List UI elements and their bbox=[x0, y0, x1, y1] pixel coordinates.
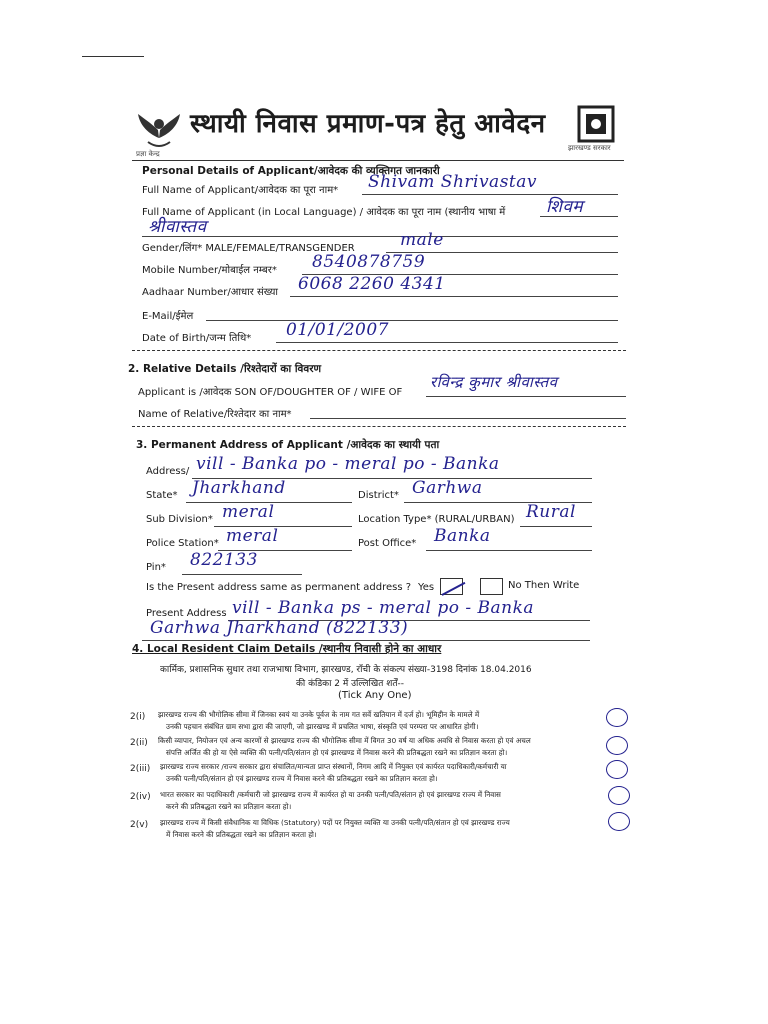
state-label: State* bbox=[146, 490, 178, 501]
full-name-value: Shivam Shrivastav bbox=[368, 172, 537, 192]
jharkhand-govt-logo-icon bbox=[576, 104, 616, 144]
address-value: vill - Banka po - meral po - Banka bbox=[196, 454, 500, 474]
option-circle-1[interactable] bbox=[606, 708, 628, 727]
pin-line bbox=[182, 574, 302, 575]
no-label: No Then Write bbox=[508, 580, 580, 591]
personal-details-heading: Personal Details of Applicant/आवेदक की व्यक्तिगत जानकारी bbox=[142, 165, 440, 177]
police-station-label: Police Station* bbox=[146, 538, 219, 549]
state-value: Jharkhand bbox=[192, 478, 286, 498]
subdivision-label: Sub Division* bbox=[146, 514, 213, 525]
option-circle-2[interactable] bbox=[606, 736, 628, 755]
present-address-label: Present Address bbox=[146, 608, 227, 619]
post-office-label: Post Office* bbox=[358, 538, 417, 549]
claim-item-number: 2(v) bbox=[130, 820, 149, 830]
claim-item-line: उनकी पत्नी/पति/संतान हो एवं झारखण्ड राज्य में निवास करने की प्रतिबद्धता रखने का प्रतिज्ञान करता हो। bbox=[166, 774, 438, 783]
claim-item-line: झारखण्ड राज्य की भौगोलिक सीमा में जिनका स्वयं या उनके पूर्वज के नाम गत सर्वे खतियान में दर्ज हो। भूमिहीन के मामले में bbox=[158, 710, 480, 719]
gender-label: Gender/लिंग* MALE/FEMALE/TRANSGENDER bbox=[142, 243, 355, 254]
claim-item-line: झारखण्ड राज्य में किसी संवैधानिक या विधिक (Statutory) पदों पर नियुक्त व्यक्ति या उनकी पत्नी/पति/संतान हो एवं झारखण्ड राज्य bbox=[160, 818, 510, 827]
claim-item-number: 2(iii) bbox=[130, 764, 151, 774]
emblem-caption: प्रज्ञा केन्द्र bbox=[136, 150, 160, 158]
relative-name-label: Name of Relative/रिश्तेदार का नाम* bbox=[138, 409, 292, 420]
relative-name-line bbox=[310, 418, 626, 419]
claim-item-number: 2(ii) bbox=[130, 738, 148, 748]
post-office-line bbox=[426, 550, 592, 551]
subdivision-value: meral bbox=[222, 502, 275, 522]
section-divider bbox=[132, 350, 626, 351]
top-rule bbox=[82, 56, 144, 57]
pragya-kendra-emblem-icon bbox=[134, 106, 184, 152]
local-name-line-2 bbox=[142, 236, 618, 237]
local-name-label: Full Name of Applicant (in Local Language) / आवेदक का पूरा नाम (स्थानीय भाषा में bbox=[142, 207, 506, 218]
title-rule bbox=[132, 160, 624, 161]
email-label: E-Mail/ईमेल bbox=[142, 311, 194, 322]
option-circle-5[interactable] bbox=[608, 812, 630, 831]
present-address-value-2: Garhwa Jharkhand (822133) bbox=[150, 618, 409, 638]
aadhaar-value: 6068 2260 4341 bbox=[298, 274, 446, 294]
aadhaar-label: Aadhaar Number/आधार संख्या bbox=[142, 287, 278, 298]
claim-heading: 4. Local Resident Claim Details /स्थानीय निवासी होने का आधार bbox=[132, 643, 442, 655]
address-label: Address/ bbox=[146, 466, 190, 477]
local-name-value-2: श्रीवास्तव bbox=[148, 217, 207, 237]
claim-item-line: में निवास करने की प्रतिबद्धता रखने का प्रतिज्ञान करता हो। bbox=[166, 830, 317, 839]
police-station-value: meral bbox=[226, 526, 279, 546]
claim-item-line: झारखण्ड राज्य सरकार /राज्य सरकार द्वारा संचालित/मान्यता प्राप्त संस्थानों, निगम आदि में नियुक्त एवं कार्यरत पदाधिकारी/कर्मचारी या bbox=[160, 762, 507, 771]
applicant-is-line bbox=[426, 396, 626, 397]
claim-item-line: भारत सरकार का पदाधिकारी /कर्मचारी जो झारखण्ड राज्य में कार्यरत हो या उनकी पत्नी/पति/संतान हो एवं झारखण्ड राज्य में निवास bbox=[160, 790, 501, 799]
claim-intro-1: कार्मिक, प्रशासनिक सुधार तथा राजभाषा विभाग, झारखण्ड, राँची के संकल्प संख्या-3198 दिनांक 18.04.2016 bbox=[160, 665, 532, 675]
claim-item-number: 2(iv) bbox=[130, 792, 151, 802]
mobile-value: 8540878759 bbox=[312, 252, 426, 272]
aadhaar-line bbox=[290, 296, 618, 297]
dob-value: 01/01/2007 bbox=[286, 320, 389, 340]
option-circle-4[interactable] bbox=[608, 786, 630, 805]
email-line bbox=[206, 320, 618, 321]
present-address-value-1: vill - Banka ps - meral po - Banka bbox=[232, 598, 535, 618]
claim-item-line: संपत्ति अर्जित की हो या ऐसे व्यक्ति की पत्नी/पति/संतान हो एवं झारखण्ड में निवास करने की प्रतिबद्धता रखने का प्रतिज्ञान करता हो। bbox=[166, 748, 508, 757]
full-name-label: Full Name of Applicant/आवेदक का पूरा नाम* bbox=[142, 185, 339, 196]
claim-item-number: 2(i) bbox=[130, 712, 146, 722]
claim-item-line: उनकी पहचान संबंधित ग्राम सभा द्वारा की जाएगी, जो झारखण्ड में प्रचलित भाषा, संस्कृति एवं परम्परा पर आधारित होगी। bbox=[166, 722, 479, 731]
option-circle-3[interactable] bbox=[606, 760, 628, 779]
dob-label: Date of Birth/जन्म तिथि* bbox=[142, 333, 252, 344]
tick-any-one-label: (Tick Any One) bbox=[338, 690, 412, 701]
no-checkbox[interactable] bbox=[480, 578, 503, 595]
logo-caption: झारखण्ड सरकार bbox=[568, 144, 611, 152]
claim-item-line: करने की प्रतिबद्धता रखने का प्रतिज्ञान करता हो। bbox=[166, 802, 292, 811]
gender-value: male bbox=[400, 230, 444, 250]
post-office-value: Banka bbox=[434, 526, 491, 546]
claim-item-line: किसी व्यापार, नियोजन एवं अन्य कारणों से झारखण्ड राज्य की भौगोलिक सीमा में विगत 30 वर्ष या अधिक अवधि से निवास करता हो एवं अचल bbox=[158, 736, 531, 745]
location-type-label: Location Type* (RURAL/URBAN) bbox=[358, 514, 515, 525]
yes-label: Yes bbox=[418, 582, 435, 593]
pin-value: 822133 bbox=[190, 550, 258, 570]
local-name-line-1 bbox=[540, 216, 618, 217]
applicant-is-value: रविन्द्र कुमार श्रीवास्तव bbox=[430, 373, 558, 391]
form-title: स्थायी निवास प्रमाण-पत्र हेतु आवेदन bbox=[190, 109, 546, 139]
present-address-line-2 bbox=[142, 640, 590, 641]
mobile-label: Mobile Number/मोबाईल नम्बर* bbox=[142, 265, 277, 276]
district-value: Garhwa bbox=[412, 478, 483, 498]
dob-line bbox=[276, 342, 618, 343]
location-type-line bbox=[520, 526, 592, 527]
permanent-address-heading: 3. Permanent Address of Applicant /आवेदक का स्थायी पता bbox=[136, 439, 440, 451]
district-label: District* bbox=[358, 490, 399, 501]
location-type-value: Rural bbox=[526, 502, 576, 522]
pin-label: Pin* bbox=[146, 562, 166, 573]
relative-details-heading: 2. Relative Details /रिश्तेदारों का विवरण bbox=[128, 363, 322, 375]
claim-intro-2: की कंडिका 2 में उल्लिखित शर्तें-- bbox=[296, 679, 404, 689]
local-name-value-1: शिवम bbox=[546, 197, 584, 217]
same-address-label: Is the Present address same as permanent address ? bbox=[146, 582, 412, 593]
applicant-is-label: Applicant is /आवेदक SON OF/DOUGHTER OF / WIFE OF bbox=[138, 387, 403, 398]
section-divider-2 bbox=[132, 426, 626, 427]
